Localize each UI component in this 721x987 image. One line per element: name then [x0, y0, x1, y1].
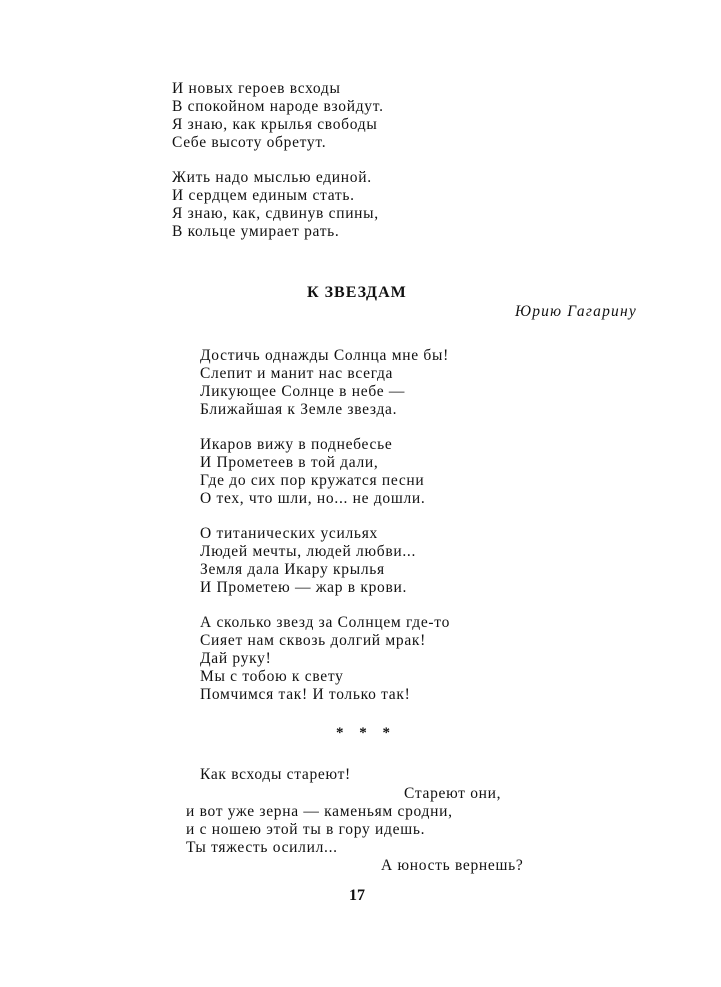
poem2-line: А сколько звезд за Солнцем где-то [200, 614, 451, 631]
poem3-line: Стареют они, [404, 785, 502, 802]
poem-dedication: Юрию Гагарину [515, 303, 637, 320]
poem1-line: Жить надо мыслью единой. [172, 169, 372, 186]
poem2-line: И Прометею — жар в крови. [200, 579, 408, 596]
poem3-line: А юность вернешь? [381, 857, 524, 874]
poem3-line: и вот уже зерна — каменьям сродни, [186, 803, 453, 820]
poem2-line: О тех, что шли, но... не дошли. [200, 490, 426, 507]
poem2-line: О титанических усильях [200, 525, 378, 542]
poem2-line: И Прометеев в той дали, [200, 454, 379, 471]
poem1-line: В спокойном народе взойдут. [172, 98, 384, 115]
poem1-line: Я знаю, как, сдвинув спины, [172, 205, 379, 222]
poem1-line: В кольце умирает рать. [172, 223, 340, 240]
section-separator: * * * [336, 725, 396, 741]
poem2-line: Где до сих пор кружатся песни [200, 472, 425, 489]
poem2-line: Земля дала Икару крылья [200, 561, 385, 578]
poem2-line: Слепит и манит нас всегда [200, 365, 394, 382]
poem2-line: Помчимся так! И только так! [200, 686, 411, 703]
poem1-line: И новых героев всходы [172, 80, 341, 97]
poem2-line: Ближайшая к Земле звезда. [200, 401, 398, 418]
poem2-line: Икаров вижу в поднебесье [200, 436, 393, 453]
poem2-line: Людей мечты, людей любви... [200, 543, 417, 560]
poem2-line: Дай руку! [200, 650, 272, 667]
page-number: 17 [349, 887, 365, 904]
poem1-line: Себе высоту обретут. [172, 134, 327, 151]
poem2-line: Мы с тобою к свету [200, 668, 344, 685]
poem2-line: Сияет нам сквозь долгий мрак! [200, 632, 427, 649]
poem1-line: Я знаю, как крылья свободы [172, 116, 378, 133]
poem2-line: Достичь однажды Солнца мне бы! [200, 347, 449, 364]
poem3-line: Ты тяжесть осилил... [186, 839, 338, 856]
poem-title: К ЗВЕЗДАМ [307, 284, 407, 301]
poem3-line: Как всходы стареют! [200, 766, 351, 783]
poem2-line: Ликующее Солнце в небе — [200, 383, 406, 400]
poem3-line: и с ношею этой ты в гору идешь. [186, 821, 426, 838]
poem1-line: И сердцем единым стать. [172, 187, 355, 204]
